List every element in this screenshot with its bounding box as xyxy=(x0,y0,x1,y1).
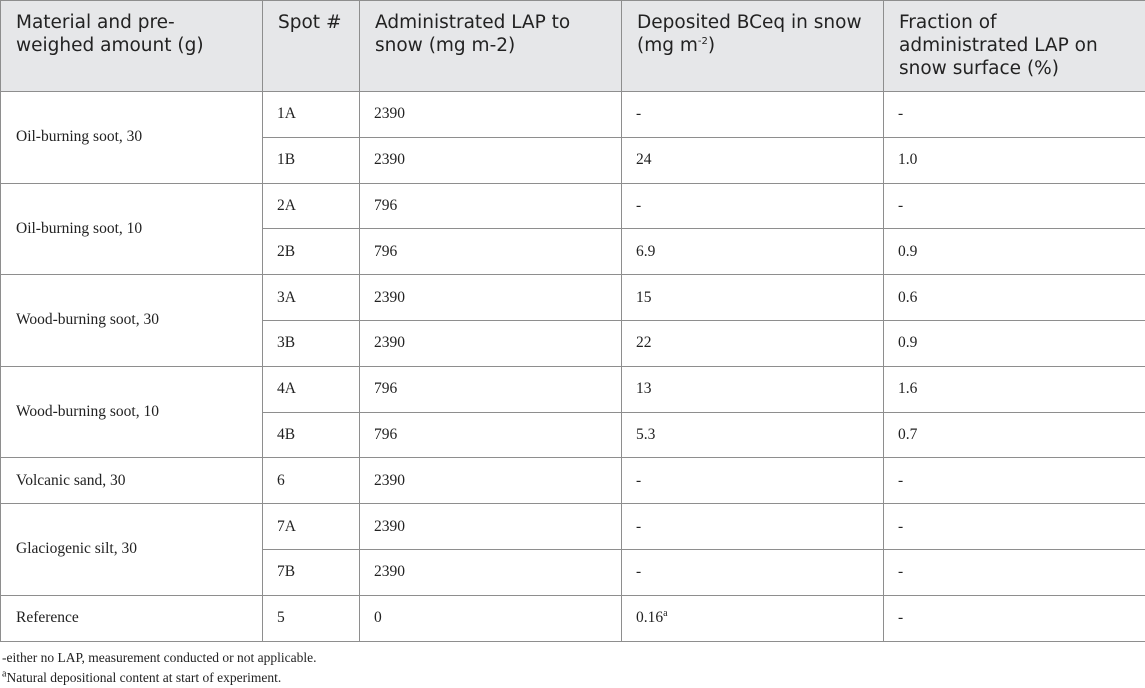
cell-spot: 2B xyxy=(263,229,360,275)
cell-material: Wood-burning soot, 10 xyxy=(1,366,263,458)
header-bceq-text: Deposited BCeq in snow (mg m xyxy=(637,12,862,56)
cell-bceq: 24 xyxy=(622,137,884,183)
cell-lap: 2390 xyxy=(360,458,622,504)
footnote-a xyxy=(2,668,317,688)
table-row xyxy=(1,458,1145,504)
cell-bceq: - xyxy=(622,549,884,595)
cell-bceq xyxy=(622,595,884,641)
cell-spot: 1A xyxy=(263,92,360,138)
cell-fraction: 0.6 xyxy=(884,275,1145,321)
cell-fraction: - xyxy=(884,458,1145,504)
cell-fraction: - xyxy=(884,504,1145,550)
cell-lap: 2390 xyxy=(360,549,622,595)
cell-fraction: 0.9 xyxy=(884,320,1145,366)
cell-bceq: 22 xyxy=(622,320,884,366)
footnotes xyxy=(2,648,317,688)
cell-fraction: - xyxy=(884,595,1145,641)
cell-bceq-value: 0.16 xyxy=(636,609,663,626)
cell-fraction: 0.9 xyxy=(884,229,1145,275)
header-row xyxy=(1,1,1145,92)
cell-bceq: - xyxy=(622,92,884,138)
cell-fraction: 1.6 xyxy=(884,366,1145,412)
header-spot: Spot # xyxy=(263,1,360,92)
cell-lap: 796 xyxy=(360,229,622,275)
footnote-a-text: Natural depositional content at start of experiment. xyxy=(6,670,281,685)
cell-bceq: 15 xyxy=(622,275,884,321)
cell-spot: 7B xyxy=(263,549,360,595)
cell-lap: 796 xyxy=(360,183,622,229)
cell-bceq: - xyxy=(622,458,884,504)
cell-fraction: - xyxy=(884,92,1145,138)
footnote-a-marker: a xyxy=(2,669,6,680)
cell-material: Volcanic sand, 30 xyxy=(1,458,263,504)
cell-spot: 7A xyxy=(263,504,360,550)
cell-fraction: 0.7 xyxy=(884,412,1145,458)
cell-lap: 2390 xyxy=(360,137,622,183)
table-header xyxy=(1,1,1145,92)
cell-material: Oil-burning soot, 10 xyxy=(1,183,263,275)
header-bceq-superscript: -2 xyxy=(698,36,708,47)
cell-spot: 4A xyxy=(263,366,360,412)
header-bceq-close: ) xyxy=(708,35,715,56)
cell-lap: 0 xyxy=(360,595,622,641)
cell-bceq: - xyxy=(622,183,884,229)
cell-bceq: - xyxy=(622,504,884,550)
cell-material: Oil-burning soot, 30 xyxy=(1,92,263,184)
footnote-dash: -either no LAP, measurement conducted or not applicable. xyxy=(2,648,317,668)
cell-spot: 4B xyxy=(263,412,360,458)
cell-lap: 796 xyxy=(360,412,622,458)
cell-spot: 3B xyxy=(263,320,360,366)
cell-lap: 2390 xyxy=(360,320,622,366)
cell-lap: 2390 xyxy=(360,92,622,138)
table-row xyxy=(1,92,1145,138)
table-row xyxy=(1,183,1145,229)
cell-material: Reference xyxy=(1,595,263,641)
cell-lap: 796 xyxy=(360,366,622,412)
cell-bceq: 5.3 xyxy=(622,412,884,458)
cell-lap: 2390 xyxy=(360,504,622,550)
cell-material: Glaciogenic silt, 30 xyxy=(1,504,263,596)
table-row xyxy=(1,504,1145,550)
cell-spot: 2A xyxy=(263,183,360,229)
cell-bceq-superscript: a xyxy=(663,608,667,619)
cell-material: Wood-burning soot, 30 xyxy=(1,275,263,367)
header-lap: Administrated LAP to snow (mg m-2) xyxy=(360,1,622,92)
header-material: Material and pre-weighed amount (g) xyxy=(1,1,263,92)
cell-spot: 6 xyxy=(263,458,360,504)
cell-fraction: - xyxy=(884,549,1145,595)
cell-bceq: 13 xyxy=(622,366,884,412)
cell-spot: 3A xyxy=(263,275,360,321)
table-row xyxy=(1,595,1145,641)
header-fraction: Fraction of administrated LAP on snow surface (%) xyxy=(884,1,1145,92)
cell-bceq: 6.9 xyxy=(622,229,884,275)
table-body xyxy=(1,92,1145,642)
cell-spot: 5 xyxy=(263,595,360,641)
cell-spot: 1B xyxy=(263,137,360,183)
cell-fraction: - xyxy=(884,183,1145,229)
cell-lap: 2390 xyxy=(360,275,622,321)
table-row xyxy=(1,275,1145,321)
table-row xyxy=(1,366,1145,412)
header-bceq xyxy=(622,1,884,92)
cell-fraction: 1.0 xyxy=(884,137,1145,183)
